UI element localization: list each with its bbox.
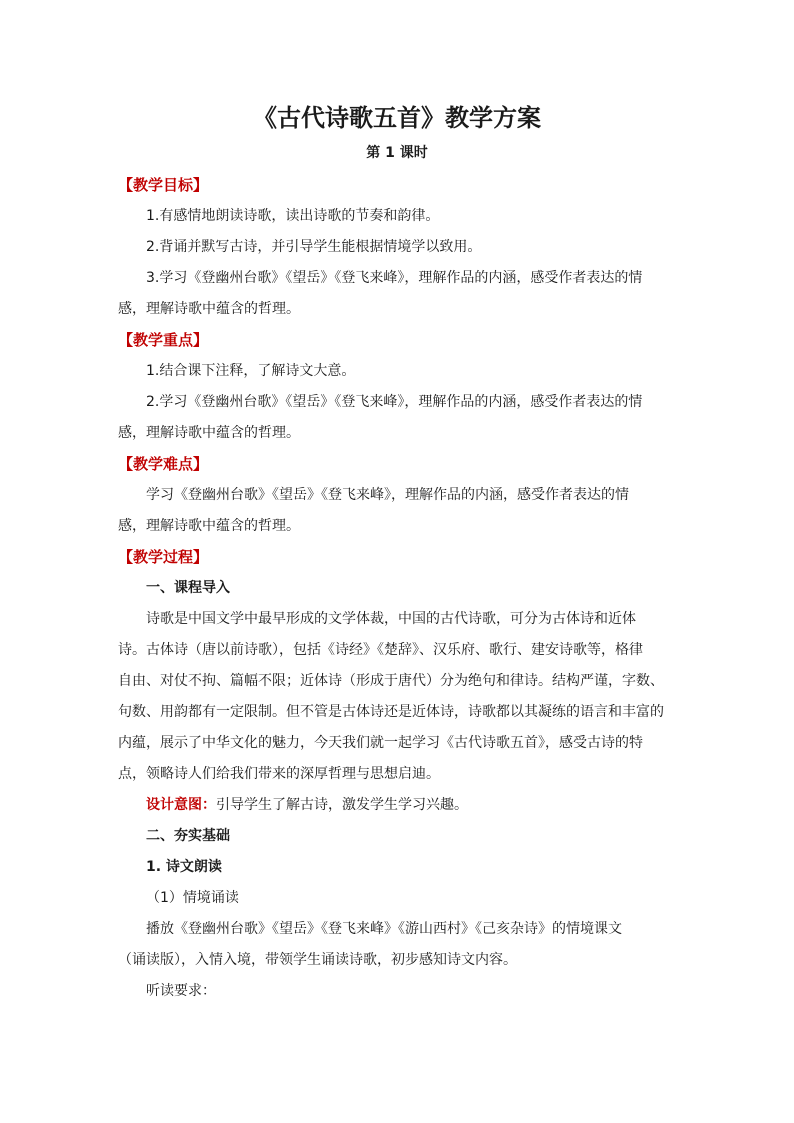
intro-line-6: 点，领略诗人们给我们带来的深厚哲理与思想启迪。: [118, 766, 440, 782]
difficulty-item-1: 学习《登幽州台歌》《望岳》《登飞来峰》，理解作品的内涵，感受作者表达的情: [146, 487, 629, 503]
intro-line-5: 内蕴，展示了中华文化的魅力，今天我们就一起学习《古代诗歌五首》，感受古诗的特: [118, 735, 643, 751]
goal-item-3-cont: 感，理解诗歌中蕴含的哲理。: [118, 301, 300, 317]
key-point-item-2-cont: 感，理解诗歌中蕴含的哲理。: [118, 425, 300, 441]
design-intent-text: 引导学生了解古诗，激发学生学习兴趣。: [216, 797, 468, 813]
goal-item-3: 3.学习《登幽州台歌》《望岳》《登飞来峰》，理解作品的内涵，感受作者表达的情: [146, 270, 643, 286]
key-points-section: [118, 325, 670, 449]
key-points-heading: 【教学重点】: [118, 331, 209, 349]
key-point-item-1: 1.结合课下注释，了解诗文大意。: [146, 363, 356, 379]
intro-line-4: 句数、用韵都有一定限制。但不管是古体诗还是近体诗，诗歌都以其凝练的语言和丰富的: [118, 704, 664, 720]
reading-line-1: 播放《登幽州台歌》《望岳》《登飞来峰》《游山西村》《己亥杂诗》的情境课文: [146, 921, 622, 937]
part1-title: 一、课程导入: [146, 580, 230, 596]
sub1-title: 1. 诗文朗读: [146, 859, 222, 875]
goal-item-1: 1.有感情地朗读诗歌，读出诗歌的节奏和韵律。: [146, 208, 440, 224]
intro-line-3: 自由、对仗不拘、篇幅不限；近体诗（形成于唐代）分为绝句和律诗。结构严谨，字数、: [118, 673, 664, 689]
difficulties-section: [118, 449, 670, 542]
intro-line-1: 诗歌是中国文学中最早形成的文学体裁，中国的古代诗歌，可分为古体诗和近体: [146, 611, 636, 627]
difficulty-item-1-cont: 感，理解诗歌中蕴含的哲理。: [118, 518, 300, 534]
goal-item-2: 2.背诵并默写古诗，并引导学生能根据情境学以致用。: [146, 239, 482, 255]
goals-section: [118, 170, 670, 325]
goals-heading: 【教学目标】: [118, 176, 209, 194]
reading-line-2: （诵读版），入情入境，带领学生诵读诗歌，初步感知诗文内容。: [118, 952, 517, 968]
design-intent-label: 设计意图：: [146, 797, 216, 813]
page-title: 《古代诗歌五首》教学方案: [253, 103, 541, 132]
process-heading: 【教学过程】: [118, 548, 209, 566]
lesson-subtitle: 第 1 课时: [366, 145, 428, 161]
intro-line-2: 诗。古体诗（唐以前诗歌），包括《诗经》《楚辞》、汉乐府、歌行、建安诗歌等，格律: [118, 642, 643, 658]
design-intent: [118, 790, 670, 821]
sub1-item: （1）情境诵读: [146, 890, 239, 906]
process-section: [118, 542, 670, 1007]
difficulties-heading: 【教学难点】: [118, 455, 209, 473]
part2-title: 二、夯实基础: [146, 828, 230, 844]
listen-requirement: 听读要求：: [146, 983, 216, 999]
key-point-item-2: 2.学习《登幽州台歌》《望岳》《登飞来峰》，理解作品的内涵，感受作者表达的情: [146, 394, 643, 410]
